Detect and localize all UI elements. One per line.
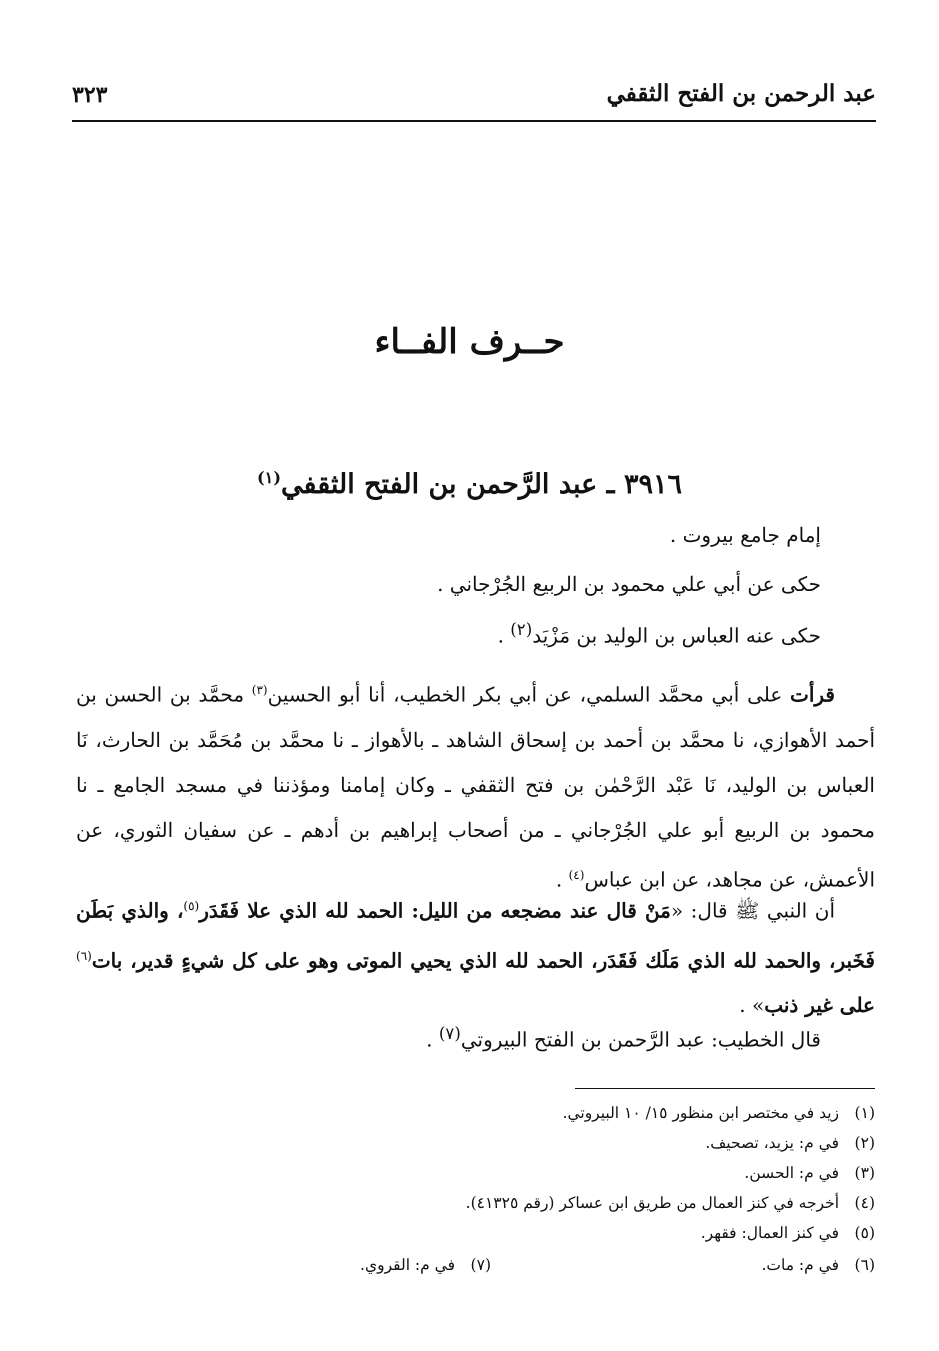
entry-line-last bbox=[426, 1024, 821, 1052]
footnote-number: (٤) bbox=[854, 1194, 875, 1212]
isnad-text-a: على أبي محمَّد السلمي، عن أبي بكر الخطيب، أنا أبو الحسين bbox=[267, 682, 791, 707]
entry-line-3 bbox=[498, 620, 821, 648]
header-rule bbox=[72, 120, 876, 122]
footnote-text: في م: مات. bbox=[761, 1256, 839, 1274]
hadith-text-1: مَنْ قال عند مضجعه من الليل: الحمد لله الذي علا فَقَدَر bbox=[199, 898, 671, 923]
footnote-ref-6: (٦) bbox=[76, 948, 92, 963]
page-number: ٣٢٣ bbox=[72, 82, 108, 108]
entry-line-2: حكى عن أبي علي محمود بن الربيع الجُرْجاني . bbox=[437, 572, 821, 596]
footnote-text: في م: يزيد، تصحيف. bbox=[705, 1134, 839, 1152]
hadith-text-2: ، والذي بَطَن فَخَبر، والحمد لله الذي مَلَك فَقَدَر، الحمد لله الذي يحيي الموتى وهو على كل شيءٍ قدير، بات bbox=[76, 898, 875, 973]
footnote-number: (٥) bbox=[854, 1224, 875, 1242]
footnote-number: (٧) bbox=[470, 1256, 491, 1274]
footnote-6 bbox=[761, 1256, 875, 1274]
entry-heading-text: ٣٩١٦ ـ عبد الرَّحمن بن الفتح الثقفي bbox=[281, 469, 682, 500]
isnad-text-b: محمَّد بن الحسن بن أحمد الأهوازي، نا محمَّد بن أحمد بن إسحاق الشاهد ـ بالأهواز ـ نا محمَّد بن مُحَمَّد بن الحارث، نَا العباس بن الوليد، نَا عَبْد الرَّحْمٰن بن فتح الثقفي ـ وكان إمامنا ومؤذننا في مسجد الجامع ـ نا محمود بن الربيع أبو علي الجُرْجاني ـ من أصحاب إبراهيم بن أدهم ـ عن سفيان الثوري، عن الأعمش، عن مجاهد، عن ابن عباس bbox=[76, 682, 875, 892]
running-title: عبد الرحمن بن الفتح الثقفي bbox=[606, 80, 876, 107]
footnote-ref-3: (٣) bbox=[251, 683, 268, 697]
footnote-4 bbox=[466, 1194, 875, 1212]
footnote-text: زيد في مختصر ابن منظور ١٥/ ١٠ البيروتي. bbox=[562, 1104, 839, 1122]
footnote-text: في كنز العمال: فقهر. bbox=[700, 1224, 839, 1242]
footnote-ref-4: (٤) bbox=[568, 867, 585, 882]
footnote-number: (٣) bbox=[854, 1164, 875, 1182]
footnote-1 bbox=[563, 1104, 875, 1122]
footnote-text: في م: القروي. bbox=[360, 1256, 455, 1274]
entry-line-last-end: . bbox=[426, 1027, 439, 1052]
footnote-text: أخرجه في كنز العمال من طريق ابن عساكر (رقم ٤١٣٢٥). bbox=[465, 1194, 839, 1212]
footnote-number: (٢) bbox=[854, 1134, 875, 1152]
footnote-3 bbox=[744, 1164, 875, 1182]
footnote-number: (١) bbox=[854, 1104, 875, 1122]
footnote-7 bbox=[360, 1256, 491, 1274]
entry-line-3-end: . bbox=[497, 623, 511, 648]
hadith-paragraph bbox=[76, 884, 875, 1028]
isnad-lead-word: قرأت bbox=[790, 682, 835, 707]
isnad-end: . bbox=[555, 867, 569, 892]
footnote-number: (٦) bbox=[854, 1256, 875, 1274]
hadith-text-3: على غير ذنب bbox=[764, 993, 875, 1018]
hadith-intro: أن النبي ﷺ قال: « bbox=[670, 898, 835, 923]
entry-line-3-text: حكى عنه العباس بن الوليد بن مَزْيَد bbox=[532, 623, 821, 648]
footnote-ref-7: (٧) bbox=[438, 1024, 461, 1043]
entry-heading bbox=[0, 468, 939, 500]
hadith-end: » . bbox=[739, 993, 765, 1018]
footnote-5 bbox=[701, 1224, 875, 1242]
footnote-ref-2: (٢) bbox=[510, 620, 533, 639]
section-title: حــرف الفــاء bbox=[374, 322, 565, 362]
footnote-2 bbox=[705, 1134, 875, 1152]
footnote-ref-5: (٥) bbox=[183, 899, 200, 913]
entry-line-1: إمام جامع بيروت . bbox=[669, 523, 821, 547]
entry-line-last-text: قال الخطيب: عبد الرَّحمن بن الفتح البيروتي bbox=[460, 1027, 821, 1052]
isnad-paragraph bbox=[76, 668, 875, 902]
footnote-ref-1: (١) bbox=[256, 468, 282, 487]
footnote-text: في م: الحسن. bbox=[744, 1164, 839, 1182]
page-header bbox=[72, 80, 876, 120]
